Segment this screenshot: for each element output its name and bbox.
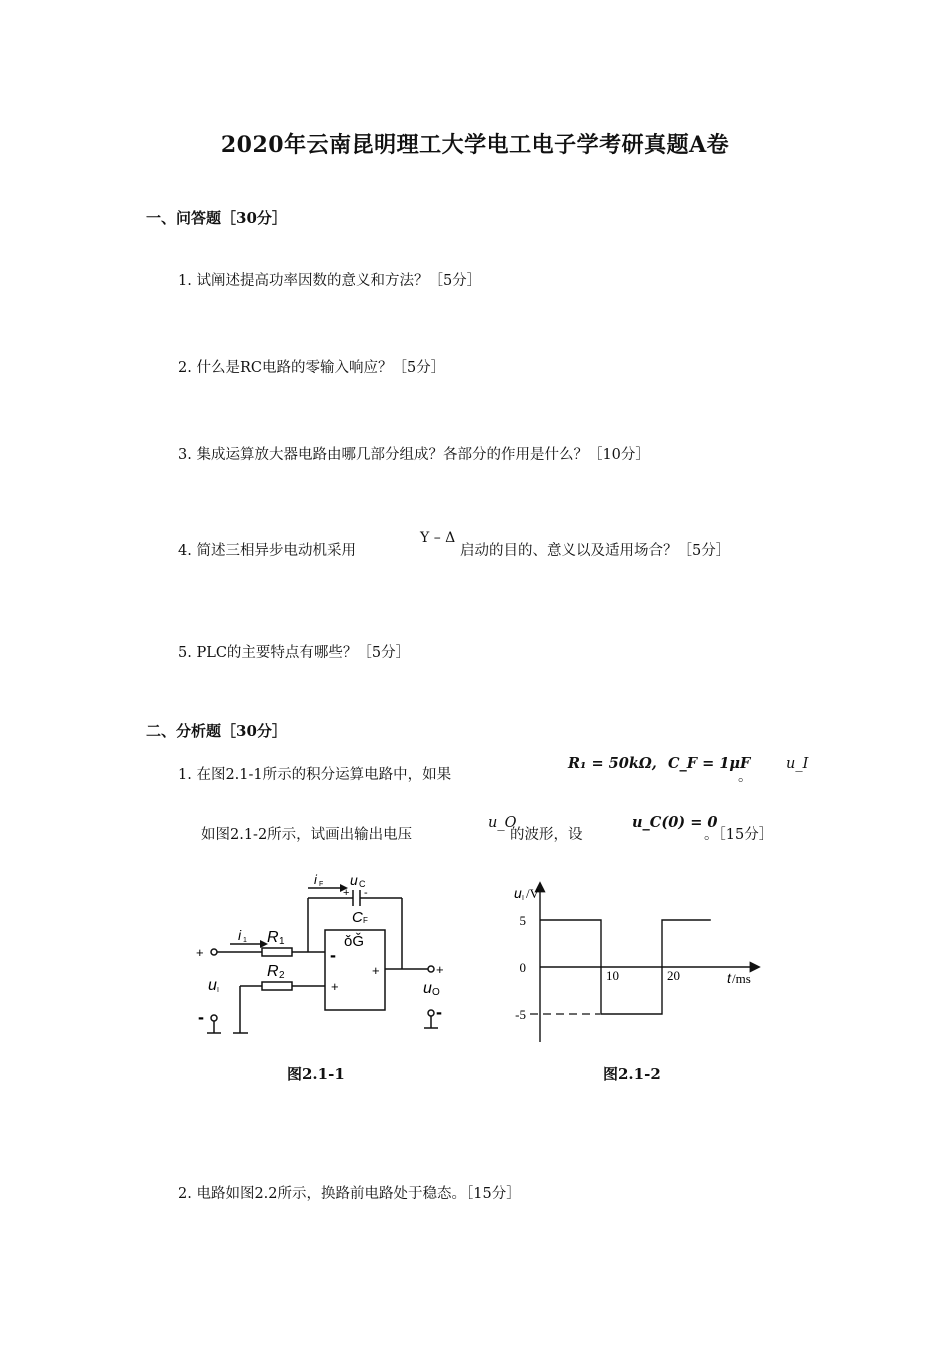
label-opamp-minus: - <box>330 945 336 965</box>
label-opamp-plus-in: + <box>331 979 339 994</box>
chart-ylabel-unit: /V <box>526 886 539 901</box>
input-terminal-minus <box>211 1015 217 1021</box>
chart-ytick-label: -5 <box>515 1007 526 1022</box>
question-1-2: 2. 什么是RC电路的零输入响应？［5分］ <box>178 360 446 376</box>
formula-uc0: u_C(0) = 0 <box>632 814 718 831</box>
q4-suffix: 启动的目的、意义以及适用场合？［5分］ <box>460 543 731 559</box>
resistor-r2 <box>262 982 292 990</box>
label-iF-sub: F <box>319 881 324 888</box>
formula-uo: u_O <box>488 815 517 831</box>
q4-formula: Y – Δ <box>420 530 456 546</box>
section-2-heading: 二、分析题［30分］ <box>146 722 287 740</box>
label-R2-sub: 2 <box>279 970 285 981</box>
section-1-heading: 一、问答题［30分］ <box>146 209 287 227</box>
label-uo: u <box>423 980 432 997</box>
label-in-plus: + <box>196 945 204 960</box>
question-1-3: 3. 集成运算放大器电路由哪几部分组成？各部分的作用是什么？［10分］ <box>178 447 650 463</box>
label-R1: R <box>267 929 279 946</box>
question-1-5: 5. PLC的主要特点有哪些？［5分］ <box>178 645 411 661</box>
label-CF: C <box>352 909 363 926</box>
q2-1-line2-suffix: 。［15分］ <box>704 827 774 843</box>
chart-xlabel: t <box>727 970 731 986</box>
label-ui: u <box>208 977 217 994</box>
q2-1-line1: 1. 在图2.1-1所示的积分运算电路中，如果 <box>178 767 452 783</box>
q2-1-period: 。 <box>738 769 753 785</box>
label-opamp-plus-out: + <box>372 963 380 978</box>
label-out-minus: - <box>436 1002 442 1022</box>
chart-ylabel: u <box>514 885 522 901</box>
label-cap-minus: - <box>364 887 368 899</box>
q2-1-line2-mid: 的波形，设 <box>510 827 583 843</box>
question-2-2: 2. 电路如图2.2所示，换路前电路处于稳态。［15分］ <box>178 1186 521 1202</box>
output-terminal-minus <box>428 1010 434 1016</box>
page-title: 2020年云南昆明理工大学电工电子学考研真题A卷 <box>220 132 730 158</box>
label-uC: u <box>350 872 358 888</box>
label-i1-sub: 1 <box>243 937 247 944</box>
figure-2-1-1-caption: 图2.1-1 <box>287 1065 345 1083</box>
label-ui-sub: I <box>217 987 219 994</box>
chart-ylabel-sub: I <box>522 895 524 902</box>
label-garble: ǒǦ <box>344 933 365 950</box>
label-uo-sub: O <box>432 987 440 998</box>
q4-prefix: 4. 简述三相异步电动机采用 <box>178 543 356 559</box>
label-cap-plus: + <box>343 887 350 899</box>
label-R2: R <box>267 963 279 980</box>
question-1-4 <box>178 539 356 560</box>
output-terminal-plus <box>428 966 434 972</box>
label-i1: i <box>238 927 242 943</box>
figure-2-1-2-caption: 图2.1-2 <box>603 1065 661 1083</box>
chart-xtick-label: 20 <box>667 968 680 983</box>
formula-cf: C_F = 1μF <box>668 755 751 772</box>
integrator-circuit-diagram <box>190 868 460 1048</box>
label-CF-sub: F <box>363 916 368 925</box>
label-in-minus: - <box>198 1007 204 1027</box>
resistor-r1 <box>262 948 292 956</box>
formula-ui: u_I <box>786 756 809 772</box>
question-1-1: 1. 试阐述提高功率因数的意义和方法？［5分］ <box>178 273 482 289</box>
chart-ytick-label: 0 <box>519 960 526 975</box>
label-uC-sub: C <box>359 879 366 889</box>
formula-r1: R₁ = 50kΩ, <box>568 755 657 772</box>
chart-ytick-label: 5 <box>519 913 526 928</box>
label-iF: i <box>314 872 317 887</box>
label-R1-sub: 1 <box>279 936 285 947</box>
waveform-chart <box>505 872 775 1052</box>
chart-xlabel-unit: /ms <box>732 971 751 986</box>
q2-1-line2: 如图2.1-2所示，试画出输出电压 <box>201 827 413 843</box>
input-terminal-plus <box>211 949 217 955</box>
chart-xtick-label: 10 <box>606 968 619 983</box>
label-out-plus: + <box>436 962 444 977</box>
